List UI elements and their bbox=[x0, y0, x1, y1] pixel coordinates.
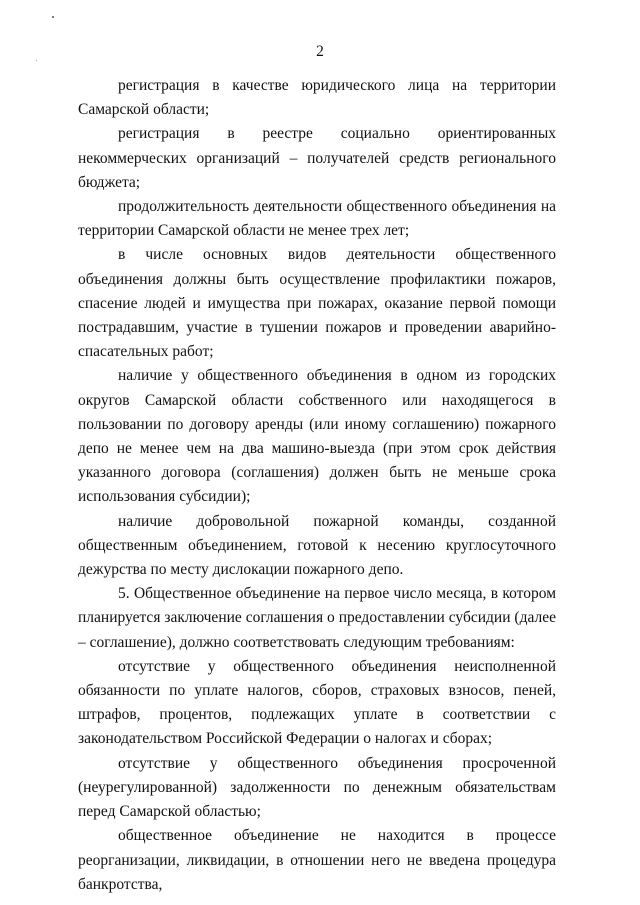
paragraph-activities: в числе основных видов деятельности общественного объединения должны быть осуществление профилактики пожаров, спасение людей и имущества при пожарах, оказание первой помощи пострадавшим, участие в тушении пожаров и проведении аварийно-спасательных работ; bbox=[78, 246, 556, 361]
paragraph-section-5: 5. Общественное объединение на первое число месяца, в котором планируется заключение соглашения о предоставлении субсидии (далее – соглашение), должно соответствовать следующим требованиям: bbox=[78, 585, 556, 651]
paragraph-no-overdue-debt: отсутствие у общественного объединения просроченной (неурегулированной) задолженности по денежным обязательствам перед Самарской областью; bbox=[78, 754, 556, 821]
scan-speck bbox=[52, 16, 54, 18]
paragraph-registry: регистрация в реестре социально ориентированных некоммерческих организаций – получателей средств регионального бюджета; bbox=[78, 125, 556, 191]
document-body bbox=[78, 74, 556, 897]
paragraph-fire-team: наличие добровольной пожарной команды, созданной общественным объединением, готовой к несению круглосуточного дежурства по месту дислокации пожарного депо. bbox=[78, 512, 556, 579]
paragraph-fire-depot: наличие у общественного объединения в одном из городских округов Самарской области собственного или находящегося в пользовании по договору аренды (или иному соглашению) пожарного депо не менее чем на два машино-выезда (при этом срок действия указанного договора (соглашения) должен быть не меньше срока использования субсидии); bbox=[78, 367, 556, 506]
page-number: 2 bbox=[316, 43, 324, 60]
paragraph-no-reorganization: общественное объединение не находится в процессе реорганизации, ликвидации, в отношении него не введена процедура банкротства, bbox=[78, 827, 556, 893]
paragraph-duration: продолжительность деятельности общественного объединения на территории Самарской области не менее трех лет; bbox=[78, 198, 556, 240]
paragraph-registration: регистрация в качестве юридического лица на территории Самарской области; bbox=[78, 77, 556, 119]
paragraph-no-tax-debt: отсутствие у общественного объединения неисполненной обязанности по уплате налогов, сборов, страховых взносов, пеней, штрафов, процентов, подлежащих уплате в соответствии с законодательством Российской Федерации о налогах и сборах; bbox=[78, 657, 556, 748]
